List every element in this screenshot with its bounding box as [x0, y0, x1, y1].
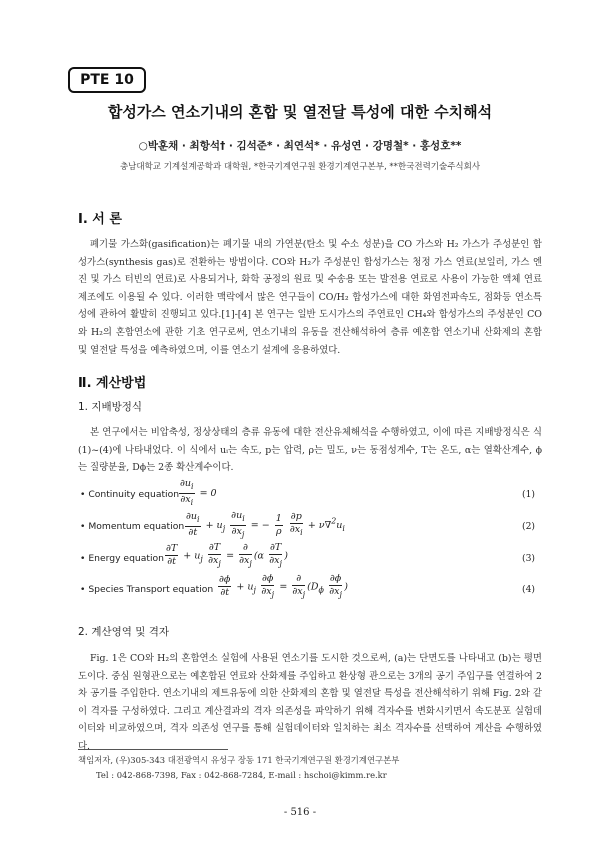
equation-2-label: • Momentum equation: [80, 521, 185, 532]
domain-paragraph: [78, 650, 542, 756]
footnote-contact: Tel : 042-868-7398, Fax : 042-868-7284, E-mail : hschoi@kimm.re.kr: [96, 770, 387, 780]
intro-heading: Ⅰ. 서 론: [78, 212, 122, 227]
species-transport-equation: $\frac{\partial\phi}{\partial t}$ + $u_j$ $\frac{\partial\phi}{\partial x_j}$ = $\frac{\partial}{\partial x_j}$ ($D_\phi$ $\frac{\partial\phi}{\partial x_j}$ ): [219, 573, 348, 599]
session-badge: PTE 10: [68, 67, 146, 93]
method-heading: Ⅱ. 계산방법: [78, 376, 147, 391]
equation-3-label: • Energy equation: [80, 553, 164, 564]
continuity-equation: $\frac{\partial u_i}{\partial x_i}$ = 0: [180, 478, 217, 507]
equation-3-number: (3): [522, 553, 536, 564]
momentum-equation: $\frac{\partial u_i}{\partial t}$ + $u_j$ $\frac{\partial u_i}{\partial x_j}$ = − $\frac{1}{\rho}$ $\frac{\partial p}{\partial x_i}$ + $\nu\nabla^2u_i$: [186, 510, 345, 539]
subsection-domain-grid: 2. 계산영역 및 격자: [78, 626, 170, 638]
equation-4-number: (4): [522, 584, 536, 595]
intro-paragraph: [78, 236, 542, 359]
equation-2-number: (2): [522, 521, 536, 532]
governing-paragraph: [78, 424, 542, 477]
footnote-divider: [78, 749, 228, 750]
energy-equation: $\frac{\partial T}{\partial t}$ + $u_j$ $\frac{\partial T}{\partial x_j}$ = $\frac{\partial}{\partial x_j}$ (α $\frac{\partial T}{\partial x_j}$ ): [166, 542, 288, 568]
subsection-governing-equations: 1. 지배방정식: [78, 401, 143, 413]
equation-1-number: (1): [522, 489, 536, 500]
governing-text: 본 연구에서는 비압축성, 정상상태의 층류 유동에 대한 전산유체해석을 수행하였고, 이에 따른 지배방정식은 식(1)~(4)에 나타내었다. 이 식에서 uᵢ는 속도, p는 압력, ρ는 밀도, ν는 동점성계수, T는 온도, α는 열확산계수, ϕ는 질량분율, Dϕ는 2종 확산계수이다.: [78, 427, 542, 474]
intro-text: 폐기물 가스화(gasification)는 폐기물 내의 가연분(탄소 및 수소 성분)을 CO 가스와 H₂ 가스가 주성분인 합성가스(synthesis gas)로 전환하는 방법이다. CO와 H₂가 주성분인 합성가스는 청정 가스 연료(보일러, 가스 엔진 및 가스 터빈의 연료)로 사용되거나, 화학 공정의 원료 및 수송용 또는 발전용 연료로 사용이 가능한 액체 연료 제조에도 이용될 수 있다. 이러한 맥락에서 많은 연구들이 CO/H₂ 합성가스에 대한 화염전파속도, 점화등 연소특성에 관하여 활발히 진행되고 있다.[1]-[4] 본 연구는 일반 도시가스의 주연료인 CH₄와 합성가스의 주성분인 CO와 H₂의 혼합연소에 관한 기초 연구로써, 연소기내의 유동을 전산해석하여 층류 예혼합 연소기내 산화제의 혼합 및 열전달 특성을 예측하였으며, 이를 연소기 설계에 응용하였다.: [78, 239, 542, 356]
footnote-address: 책임저자, (우)305-343 대전광역시 유성구 장동 171 한국기계연구원 환경기계연구본부: [78, 755, 400, 765]
domain-text: Fig. 1은 CO와 H₂의 혼합연소 실험에 사용된 연소기를 도시한 것으로써, (a)는 단면도를 나타내고 (b)는 평면도이다. 중심 원형관으로는 예혼합된 연료와 산화제를 주입하고 환상형 관으로는 3개의 공기 주입구를 연결하여 2차 공기를 주입한다. 연소기내의 제트유동에 의한 산화제의 혼합 및 열전달 특성을 전산해석하기 위해 Fig. 2와 같이 격자를 구성하였다. 그리고 계산결과의 격자 의존성을 파악하기 위해 격자수를 변화시키면서 속도분포 실험데이터와 비교하였으며, 격자 의존성 연구를 통해 실험데이터와 일치하는 최소 격자수를 선택하여 계산을 수행하였다.: [78, 653, 542, 752]
equation-4-label: • Species Transport equation: [80, 584, 214, 595]
paper-title: 합성가스 연소기내의 혼합 및 열전달 특성에 대한 수치해석: [107, 103, 493, 121]
equation-1-label: • Continuity equation: [80, 489, 180, 500]
author-list: ○박훈채 · 최항석† · 김석준* · 최연석* · 유성연 · 강명철* · 홍성호**: [138, 140, 462, 152]
affiliation: 충남대학교 기계설계공학과 대학원, *한국기계연구원 환경기계연구본부, **한국전력기술주식회사: [119, 162, 481, 172]
page-number: - 516 -: [283, 807, 317, 818]
